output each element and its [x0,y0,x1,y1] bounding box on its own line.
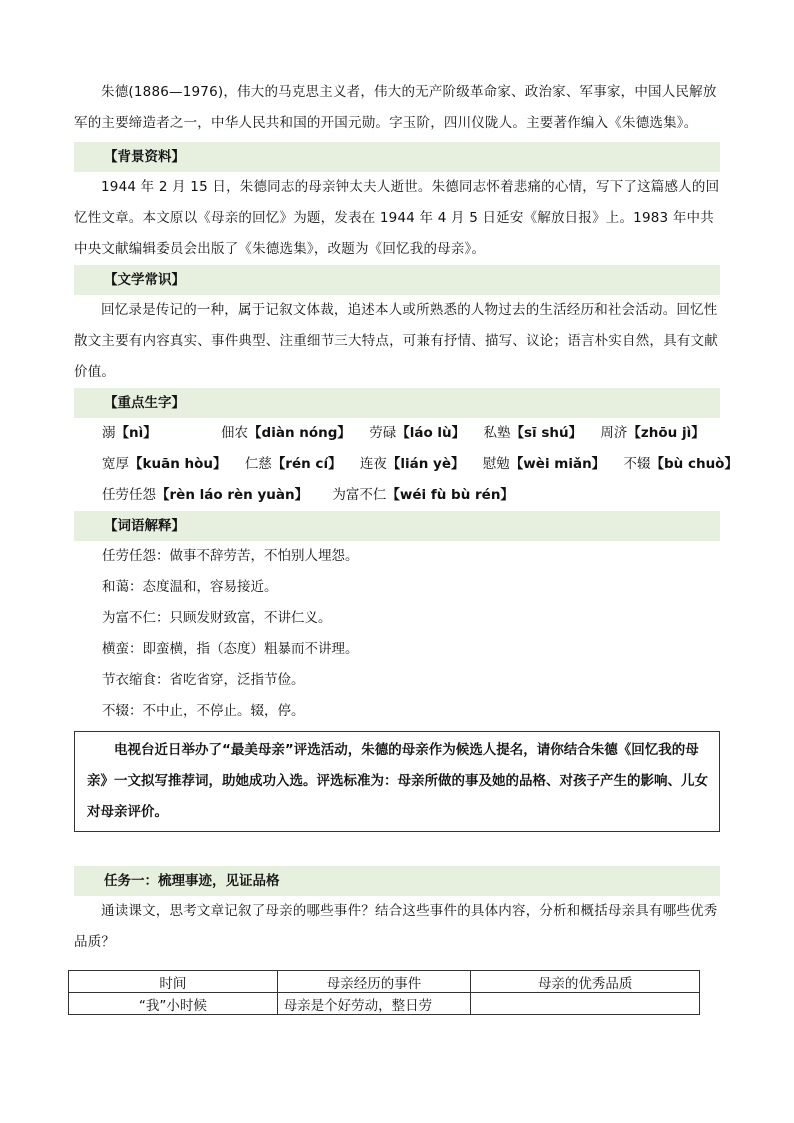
document-page [74,0,738,958]
char-item: 任劳任怨【rèn láo rèn yuàn】 [102,487,309,503]
vocabulary-item: 节衣缩食：省吃省穿，泛指节俭。 [102,672,305,688]
intro-paragraph: 朱德(1886—1976)，伟大的马克思主义者，伟大的无产阶级革命家、政治家、军事家，中国人民解放军的主要缔造者之一，中华人民共和国的开国元勋。字玉阶，四川仪陇人。主要著作编入《朱德选集》。 [74,84,717,131]
vocabulary-item: 和蔼：态度温和，容易接近。 [102,579,278,595]
char-item: 周济【zhōu jì】 [600,425,705,441]
characters-row [74,449,738,480]
table-cell: “我”小时候 [69,993,278,1015]
table-cell [471,993,700,1015]
char-item: 佃农【diàn nóng】 [221,425,351,441]
char-item: 慰勉【wèi miǎn】 [482,456,606,472]
task-prompt-box: 电视台近日举办了“最美母亲”评选活动，朱德的母亲作为候选人提名，请你结合朱德《回忆我的母亲》一文拟写推荐词，助她成功入选。评选标准为：母亲所做的事及她的品格、对孩子产生的影响、儿女对母亲评价。 [74,731,720,832]
task1-paragraph: 通读课文，思考文章记叙了母亲的哪些事件？结合这些事件的具体内容，分析和概括母亲具有哪些优秀品质？ [74,903,718,950]
table-header-row [69,971,700,993]
vocabulary-item: 不辍：不中止，不停止。辍，停。 [102,703,305,719]
background-paragraph: 1944 年 2 月 15 日，朱德同志的母亲钟太夫人逝世。朱德同志怀着悲痛的心情，写下了这篇感人的回忆性文章。本文原以《母亲的回忆》为题，发表在 1944 年 4 月 5 日延安《解放日报》上。1983 年中共中央文献编辑委员会出版了《朱德选集》，改题为《回忆我的母亲》。 [74,179,720,257]
vocabulary-item: 任劳任怨：做事不辞劳苦，不怕别人埋怨。 [102,548,359,564]
vocabulary-list [74,541,720,727]
table-header-cell: 时间 [69,971,278,993]
char-item: 连夜【lián yè】 [359,456,465,472]
characters-row [74,480,720,511]
vocabulary-item: 横蛮：即蛮横，指（态度）粗暴而不讲理。 [102,641,359,657]
vocabulary-heading: 【词语解释】 [74,511,720,541]
table-header-cell: 母亲的优秀品质 [471,971,700,993]
char-item: 仁慈【rén cí】 [244,456,342,472]
char-item: 私塾【sī shú】 [483,425,583,441]
table-cell: 母亲是个好劳动，整日劳 [277,993,471,1015]
vocabulary-item: 为富不仁：只顾发财致富，不讲仁义。 [102,610,332,626]
literature-heading: 【文学常识】 [74,265,720,295]
char-item: 为富不仁【wéi fù bù rén】 [332,487,514,503]
characters-row [74,418,720,449]
characters-list [74,418,738,511]
characters-heading: 【重点生字】 [74,388,720,418]
char-item: 溺【nì】 [102,425,157,441]
char-item: 劳碌【láo lù】 [369,425,466,441]
table-row [69,993,700,1015]
background-heading: 【背景资料】 [74,142,720,172]
char-item: 宽厚【kuān hòu】 [102,456,227,472]
literature-paragraph: 回忆录是传记的一种，属于记叙文体裁，追述本人或所熟悉的人物过去的生活经历和社会活动。回忆性散文主要有内容真实、事件典型、注重细节三大特点，可兼有抒情、描写、议论；语言朴实自然，具有文献价值。 [74,302,718,380]
task1-heading: 任务一：梳理事迹，见证品格 [74,866,720,896]
table-header-cell: 母亲经历的事件 [277,971,471,993]
events-table [68,970,700,1015]
char-item: 不辍【bù chuò】 [623,456,738,472]
